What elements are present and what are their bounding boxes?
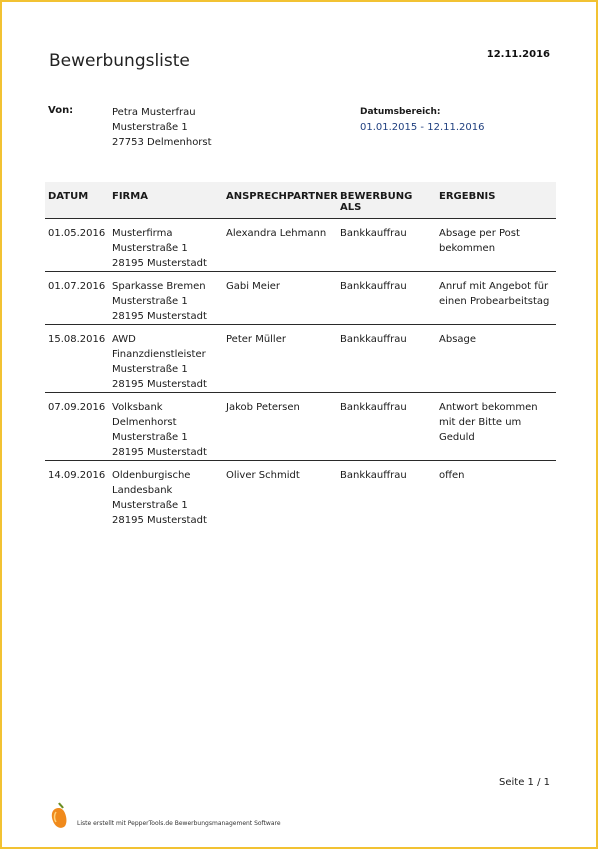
cell-date: 14.09.2016 <box>48 470 106 481</box>
sender-street: Musterstraße 1 <box>112 122 188 133</box>
table-row <box>45 393 556 461</box>
cell-contact: Oliver Schmidt <box>226 470 300 481</box>
cell-date: 01.05.2016 <box>48 228 106 239</box>
table-header <box>45 182 556 219</box>
cell-date: 15.08.2016 <box>48 334 106 345</box>
document-date: 12.11.2016 <box>486 49 550 60</box>
cell-role: Bankkauffrau <box>340 281 407 292</box>
cell-role: Bankkauffrau <box>340 402 407 413</box>
table-row <box>45 461 556 533</box>
cell-result: Absage per Post bekommen <box>439 228 520 254</box>
header-date: DATUM <box>48 191 89 202</box>
table-row <box>45 325 556 393</box>
cell-firm: Volksbank Delmenhorst Musterstraße 1 28195 Musterstadt <box>112 402 207 458</box>
cell-firm: AWD Finanzdienstleister Musterstraße 1 28195 Musterstadt <box>112 334 207 390</box>
cell-role: Bankkauffrau <box>340 470 407 481</box>
cell-result: offen <box>439 470 465 481</box>
date-range-label: Datumsbereich: <box>360 107 441 117</box>
sender-name: Petra Musterfrau <box>112 107 196 118</box>
cell-contact: Gabi Meier <box>226 281 281 292</box>
cell-result: Absage <box>439 334 477 345</box>
sender-label: Von: <box>48 105 74 116</box>
cell-contact: Peter Müller <box>226 334 286 345</box>
cell-contact: Jakob Petersen <box>226 402 300 413</box>
date-range <box>360 105 484 135</box>
cell-result: Antwort bekommen mit der Bitte um Geduld <box>439 402 538 443</box>
page-title: Bewerbungsliste <box>49 51 190 71</box>
table-row <box>45 272 556 325</box>
header-firm: FIRMA <box>112 191 148 202</box>
footer-credit: Liste erstellt mit PepperTools.de Bewerbungsmanagement Software <box>77 820 281 827</box>
pepper-logo-icon <box>48 801 70 831</box>
cell-date: 07.09.2016 <box>48 402 106 413</box>
cell-firm: Musterfirma Musterstraße 1 28195 Musterstadt <box>112 228 207 269</box>
header-result: ERGEBNIS <box>439 191 496 202</box>
table-row <box>45 219 556 272</box>
sender-address <box>112 105 212 150</box>
header-role: BEWERBUNG ALS <box>340 191 413 213</box>
sender-city: 27753 Delmenhorst <box>112 137 212 148</box>
header-contact: ANSPRECHPARTNER <box>226 191 339 202</box>
cell-role: Bankkauffrau <box>340 228 407 239</box>
applications-table <box>45 182 556 533</box>
cell-date: 01.07.2016 <box>48 281 106 292</box>
date-range-value: 01.01.2015 - 12.11.2016 <box>360 122 485 133</box>
page-number: Seite 1 / 1 <box>499 777 550 788</box>
cell-firm: Oldenburgische Landesbank Musterstraße 1 28195 Musterstadt <box>112 470 207 526</box>
cell-result: Anruf mit Angebot für einen Probearbeitstag <box>439 281 550 307</box>
cell-contact: Alexandra Lehmann <box>226 228 327 239</box>
cell-role: Bankkauffrau <box>340 334 407 345</box>
cell-firm: Sparkasse Bremen Musterstraße 1 28195 Musterstadt <box>112 281 207 322</box>
